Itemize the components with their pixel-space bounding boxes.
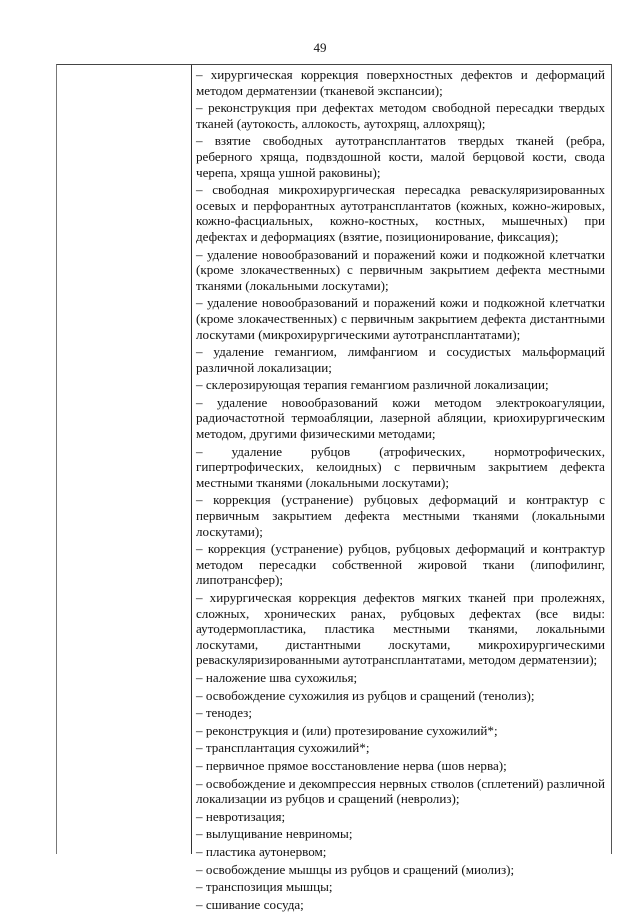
list-item: – наложение шва сухожилья; bbox=[196, 669, 358, 685]
page-number: 49 bbox=[313, 40, 327, 55]
list-item: – вылущивание невриномы; bbox=[196, 826, 353, 842]
list-item: – тенодез; bbox=[196, 705, 252, 721]
list-item: – транспозиция мышцы; bbox=[196, 879, 333, 895]
list-item: – сшивание сосуда; bbox=[196, 896, 304, 912]
list-item: – удаление новообразований и поражений кожи и подкожной клетчатки (кроме злокачественных) с первичным закрытием дефекта местными тканями (локальными лоскутами); bbox=[196, 246, 605, 293]
list-item: – хирургическая коррекция поверхностных дефектов и деформаций методом дерматензии (тканевой экспансии); bbox=[196, 67, 605, 98]
list-item: – первичное прямое восстановление нерва (шов нерва); bbox=[196, 757, 507, 773]
table-frame bbox=[56, 64, 612, 912]
list-item: – свободная микрохирургическая пересадка реваскуляризированных осевых и перфорантных аутотрансплантатов (кожных, кожно-жировых, кожно-фасциальных, кожно-костных, костных, мышечных) при дефектах и деформациях (взятие, позиционирование, фиксация); bbox=[196, 182, 605, 244]
list-item: – удаление рубцов (атрофических, нормотрофических, гипертрофических, келоидных) с первичным закрытием дефекта местными тканями (локальными лоскутами); bbox=[196, 443, 605, 490]
list-item: – пластика аутонервом; bbox=[196, 843, 327, 859]
list-item: – взятие свободных аутотрансплантатов твердых тканей (ребра, реберного хряща, подвздошной кости, малой берцовой кости, свода черепа, хряща ушной раковины); bbox=[196, 133, 605, 180]
list-item: – реконструкция и (или) протезирование сухожилий*; bbox=[196, 722, 498, 738]
list-item: – освобождение мышцы из рубцов и сращений (миолиз); bbox=[196, 861, 515, 877]
list-item: – коррекция (устранение) рубцовых деформаций и контрактур с первичным закрытием дефекта местными тканями (локальными лоскутами); bbox=[196, 492, 605, 539]
column-divider bbox=[191, 65, 192, 854]
list-item: – освобождение сухожилия из рубцов и сращений (тенолиз); bbox=[196, 687, 535, 703]
list-item: – невротизация; bbox=[196, 808, 286, 824]
list-item: – склерозирующая терапия гемангиом различной локализации; bbox=[196, 377, 549, 393]
list-item: – хирургическая коррекция дефектов мягких тканей при пролежнях, сложных, хронических ранах, рубцовых дефектах (все виды: аутодермопластика, пластика местными тканями, локальными лоскутами, дистантными лоскутами, микрохирургическими реваскуляризированными аутотрансплантатами, методом дерматензии); bbox=[196, 590, 605, 668]
list-item: – удаление новообразований кожи методом электрокоагуляции, радиочастотной термоабляции, лазерной абляции, криохирургическим методом, другими физическими методами; bbox=[196, 394, 605, 442]
list-item: – коррекция (устранение) рубцов, рубцовых деформаций и контрактур методом пересадки собственной жировой ткани (липофилинг, липотрансфер); bbox=[196, 541, 605, 588]
list-item: – освобождение и декомпрессия нервных стволов (сплетений) различной локализации из рубцов и сращений (невролиз); bbox=[196, 775, 605, 807]
list-item: – трансплантация сухожилий*; bbox=[196, 740, 370, 756]
list-item: – удаление гемангиом, лимфангиом и сосудистых мальформаций различной локализации; bbox=[196, 344, 605, 375]
list-item: – реконструкция при дефектах методом свободной пересадки твердых тканей (аутокость, аллокость, аутохрящ, аллохрящ); bbox=[196, 100, 605, 131]
list-item: – удаление новообразований и поражений кожи и подкожной клетчатки (кроме злокачественных) с первичным закрытием дефекта дистантными лоскутами (микрохирургическими аутотрансплантатами); bbox=[196, 295, 605, 342]
procedure-list bbox=[196, 67, 605, 914]
